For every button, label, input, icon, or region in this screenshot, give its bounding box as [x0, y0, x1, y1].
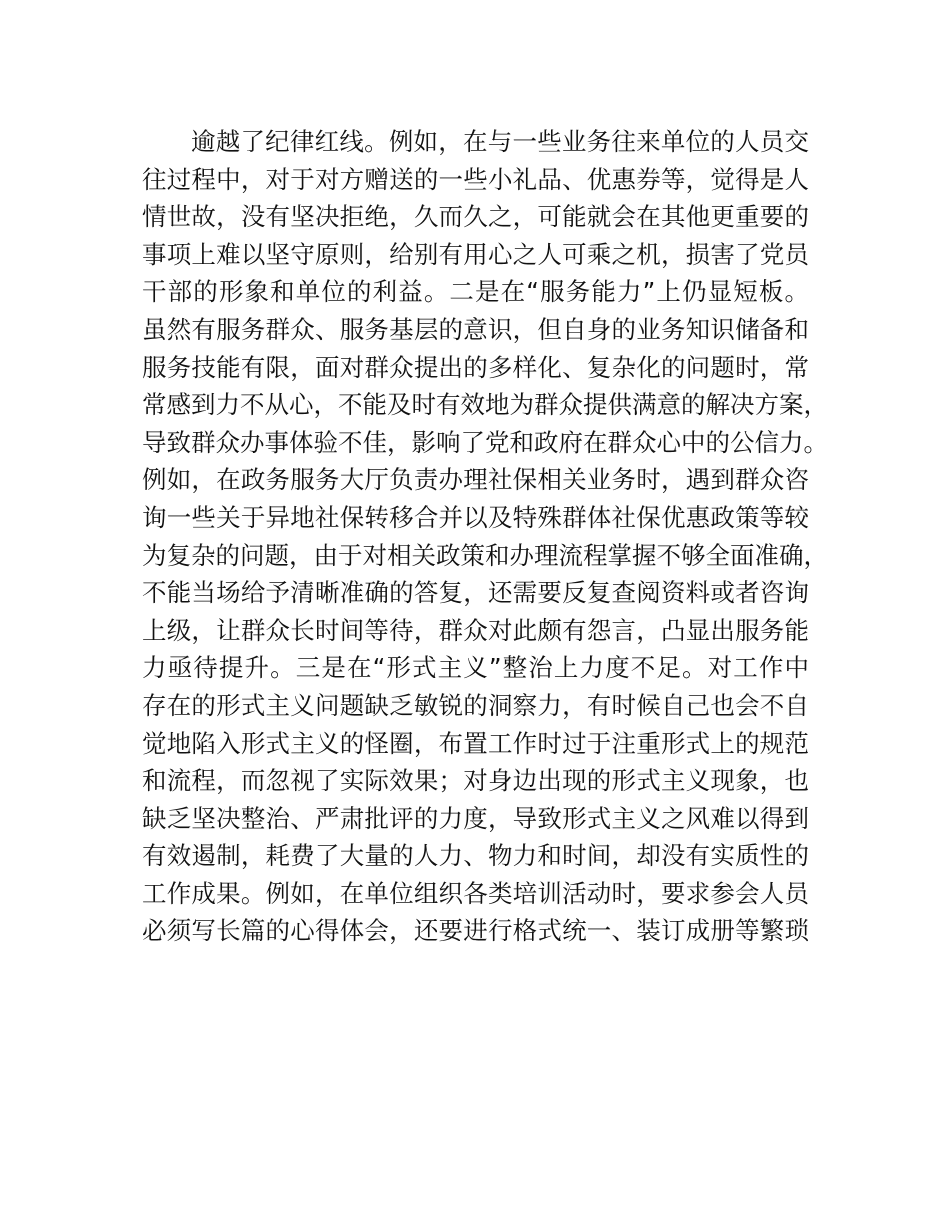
text-line: 上级，让群众长时间等待，群众对此颇有怨言，凸显出服务能: [142, 615, 809, 645]
text-line: 力亟待提升。三是在“形式主义”整治上力度不足。对工作中: [142, 653, 809, 683]
text-line: 缺乏坚决整治、严肃批评的力度，导致形式主义之风难以得到: [142, 803, 809, 833]
text-line: 导致群众办事体验不佳，影响了党和政府在群众心中的公信力。: [142, 427, 828, 457]
text-line: 服务技能有限，面对群众提出的多样化、复杂化的问题时，常: [142, 352, 809, 382]
text-line: 干部的形象和单位的利益。二是在“服务能力”上仍显短板。: [142, 277, 809, 307]
text-line: 事项上难以坚守原则，给别有用心之人可乘之机，损害了党员: [142, 239, 809, 269]
text-line: 虽然有服务群众、服务基层的意识，但自身的业务知识储备和: [142, 314, 809, 344]
text-line: 有效遏制，耗费了大量的人力、物力和时间，却没有实质性的: [142, 841, 809, 871]
text-line: 和流程，而忽视了实际效果；对身边出现的形式主义现象，也: [142, 766, 809, 796]
text-line: 为复杂的问题，由于对相关政策和办理流程掌握不够全面准确，: [142, 540, 828, 570]
text-line: 不能当场给予清晰准确的答复，还需要反复查阅资料或者咨询: [142, 578, 809, 608]
body-paragraph: [142, 123, 828, 950]
text-line: 工作成果。例如，在单位组织各类培训活动时，要求参会人员: [142, 878, 809, 908]
text-line: 情世故，没有坚决拒绝，久而久之，可能就会在其他更重要的: [142, 202, 809, 232]
text-line: 例如，在政务服务大厅负责办理社保相关业务时，遇到群众咨: [142, 465, 809, 495]
text-line: 觉地陷入形式主义的怪圈，布置工作时过于注重形式上的规范: [142, 728, 809, 758]
text-line: 存在的形式主义问题缺乏敏锐的洞察力，有时候自己也会不自: [142, 690, 809, 720]
text-line: 常感到力不从心，不能及时有效地为群众提供满意的解决方案，: [142, 390, 828, 420]
text-line: 逾越了纪律红线。例如，在与一些业务往来单位的人员交: [191, 127, 809, 156]
text-line: 往过程中，对于对方赠送的一些小礼品、优惠券等，觉得是人: [142, 164, 809, 194]
text-line: 询一些关于异地社保转移合并以及特殊群体社保优惠政策等较: [142, 502, 809, 532]
text-line: 必须写长篇的心得体会，还要进行格式统一、装订成册等繁琐: [142, 916, 809, 946]
